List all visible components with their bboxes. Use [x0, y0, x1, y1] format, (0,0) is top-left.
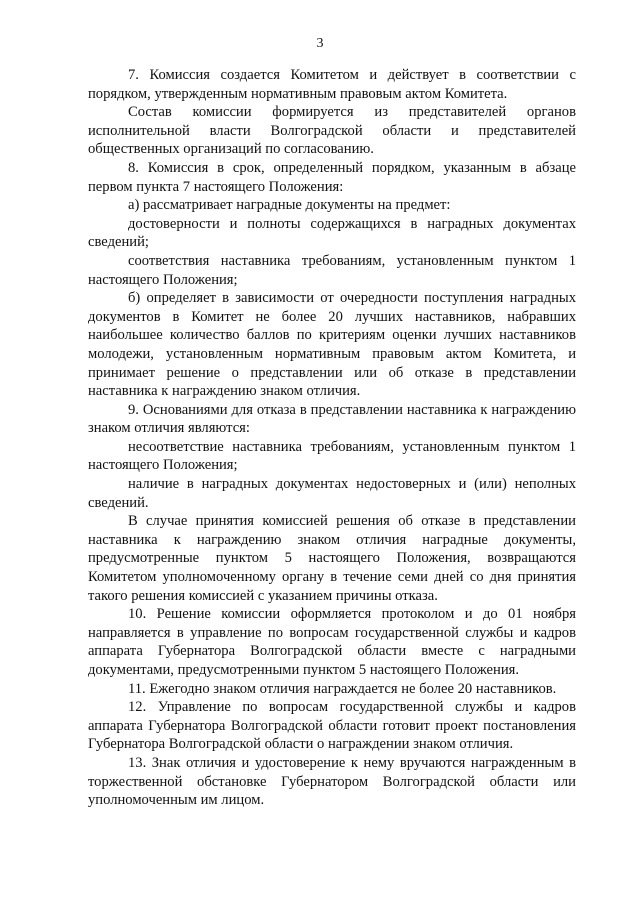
paragraph-commission-composition: Состав комиссии формируется из представителей органов исполнительной власти Волгоградской области и представителей общественных организаций по согласованию.: [88, 104, 576, 158]
paragraph-8: 8. Комиссия в срок, определенный порядком, указанным в абзаце первом пункта 7 настоящего Положения:: [88, 159, 576, 195]
paragraph-11: 11. Ежегодно знаком отличия награждается не более 20 наставников.: [128, 680, 557, 697]
paragraph-13: 13. Знак отличия и удостоверение к нему вручаются награжденным в торжественной обстановке Губернатором Волгоградской области или уполномоченным им лицом.: [88, 754, 576, 809]
paragraph-8a-reliability: достоверности и полноты содержащихся в наградных документах сведений;: [88, 215, 576, 251]
paragraph-9: 9. Основаниями для отказа в представлении наставника к награждению знаком отличия являются:: [88, 401, 576, 437]
paragraph-7: 7. Комиссия создается Комитетом и действует в соответствии с порядком, утвержденным нормативным правовым актом Комитета.: [88, 67, 576, 102]
paragraph-9-noncompliance: несоответствие наставника требованиям, установленным пунктом 1 настоящего Положения;: [88, 438, 576, 474]
paragraph-8a: а) рассматривает наградные документы на предмет:: [128, 197, 451, 214]
document-body: [88, 66, 576, 810]
paragraph-8a-compliance: соответствия наставника требованиям, установленным пунктом 1 настоящего Положения;: [88, 252, 576, 288]
paragraph-8b: б) определяет в зависимости от очередности поступления наградных документов в Комитет не более 20 лучших наставников, набравших наибольшее количество баллов по критериям оценки лучших наставников молодежи, установленным нормативным правовым актом Комитета, и принимает решение о представлении или об отказе в представлении наставника к награждению знаком отличия.: [88, 290, 576, 400]
paragraph-10: 10. Решение комиссии оформляется протоколом и до 01 ноября направляется в управление по вопросам государственной службы и кадров аппарата Губернатора Волгоградской области вместе с наградными документами, предусмотренными пунктом 5 настоящего Положения.: [88, 606, 576, 678]
paragraph-12: 12. Управление по вопросам государственной службы и кадров аппарата Губернатора Волгоградской области готовит проект постановления Губернатора Волгоградской области о награждении знаком отличия.: [88, 699, 576, 753]
paragraph-9-unreliable-info: наличие в наградных документах недостоверных и (или) неполных сведений.: [88, 476, 576, 511]
page-number: 3: [316, 36, 324, 51]
paragraph-refusal-case: В случае принятия комиссией решения об отказе в представлении наставника к награждению знаком отличия наградные документы, предусмотренные пунктом 5 настоящего Положения, возвращаются Комитетом уполномоченному органу в течение семи дней со дня принятия такого решения комиссией с указанием причины отказа.: [88, 513, 576, 604]
